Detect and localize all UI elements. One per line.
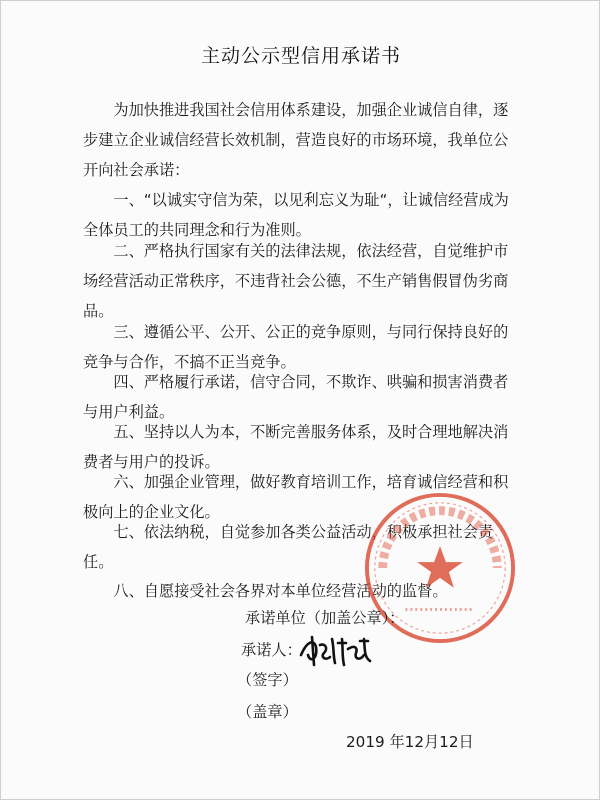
stamp-note: （盖章） bbox=[237, 703, 298, 721]
commitment-item-5: 五、坚持以人为本，不断完善服务体系，及时合理地解决消费者与用户的投诉。 bbox=[83, 423, 509, 471]
commitment-date: 2019 年12月12日 bbox=[346, 733, 474, 751]
commitment-item-3: 三、遵循公平、公开、公正的竞争原则，与同行保持良好的竞争与合作，不搞不正当竞争。 bbox=[83, 323, 509, 371]
handwritten-signature bbox=[298, 631, 374, 669]
commitment-item-4: 四、严格履行承诺，信守合同，不欺诈、哄骗和损害消费者与用户利益。 bbox=[83, 373, 509, 421]
document-title: 主动公示型信用承诺书 bbox=[200, 45, 401, 67]
signature-note: （签字） bbox=[237, 671, 298, 689]
promise-person-label: 承诺人： bbox=[241, 641, 302, 659]
intro-paragraph: 为加快推进我国社会信用体系建设，加强企业诚信自律，逐步建立企业诚信经营长效机制，营造良好的市场环境，我单位公开向社会承诺： bbox=[83, 101, 509, 179]
commitment-item-2: 二、严格执行国家有关的法律法规，依法经营，自觉维护市场经营活动正常秩序，不违背社会公德，不生产销售假冒伪劣商品。 bbox=[83, 242, 509, 320]
commitment-item-7: 七、依法纳税，自觉参加各类公益活动，积极承担社会责任。 bbox=[83, 523, 494, 571]
promise-unit-label: 承诺单位（加盖公章）： bbox=[245, 609, 405, 627]
commitment-item-1: 一、“以诚实守信为荣，以见利忘义为耻“，让诚信经营成为全体员工的共同理念和行为准则。 bbox=[83, 191, 509, 239]
commitment-item-6: 六、加强企业管理，做好教育培训工作，培育诚信经营和积极向上的企业文化。 bbox=[83, 473, 509, 521]
commitment-item-8: 八、自愿接受社会各界对本单位经营活动的监督。 bbox=[113, 582, 448, 600]
